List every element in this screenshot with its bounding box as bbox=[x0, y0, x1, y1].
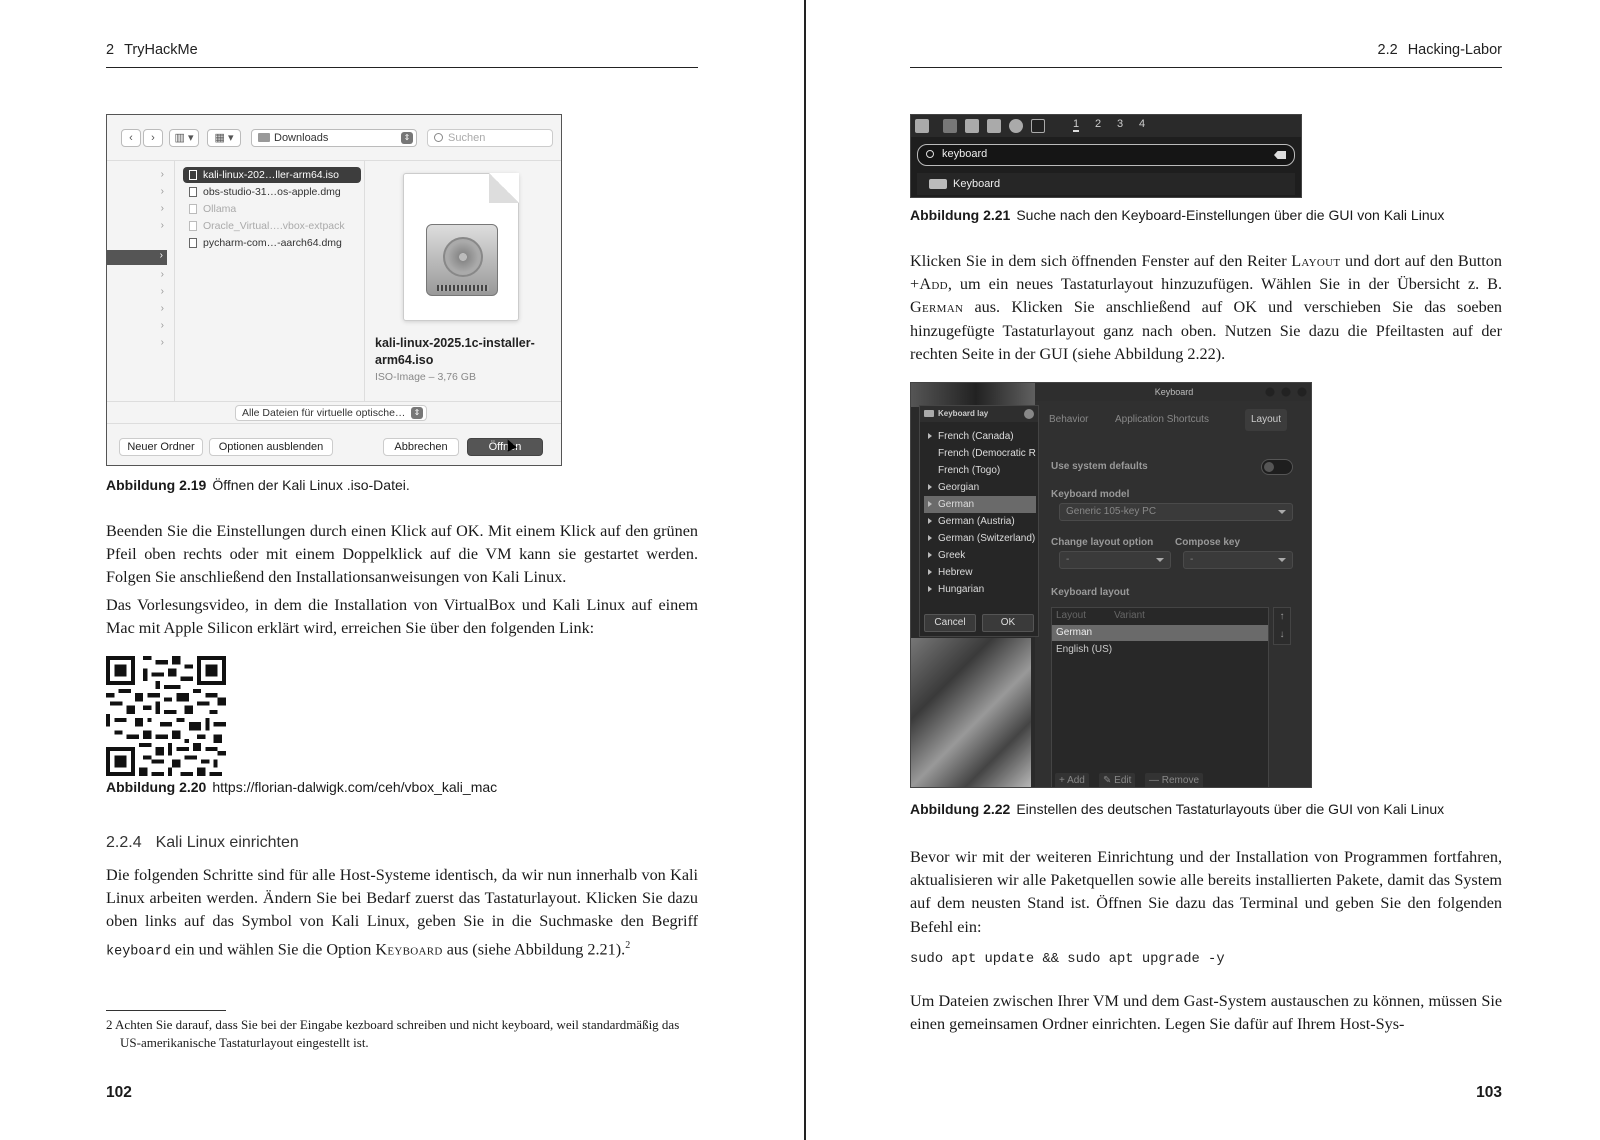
list-item[interactable] bbox=[924, 530, 1036, 547]
language-name: French (Democratic R bbox=[938, 448, 1036, 459]
footnote-rule bbox=[106, 1010, 226, 1011]
caption-label: Abbildung 2.22 bbox=[910, 801, 1011, 817]
inline-code: keyboard bbox=[106, 944, 171, 959]
back-button[interactable]: ‹ bbox=[121, 129, 141, 147]
expand-triangle-icon[interactable] bbox=[928, 433, 932, 439]
sidebar-chevron-icon[interactable]: › bbox=[160, 337, 164, 348]
file-name: kali-linux-202…ller-arm64.iso bbox=[203, 169, 339, 181]
file-icon bbox=[189, 187, 197, 197]
caption-text: Einstellen des deutschen Tastaturlayouts über die GUI von Kali Linux bbox=[1016, 801, 1445, 817]
file-row-pycharm[interactable] bbox=[183, 235, 361, 251]
search-icon bbox=[434, 133, 443, 142]
use-system-defaults-label: Use system defaults bbox=[1051, 461, 1148, 472]
text-run: , um ein neues Tastaturlayout hinzuzufügen. Wählen Sie in der Übersicht z. B. bbox=[947, 275, 1502, 294]
file-icon bbox=[189, 170, 197, 180]
keyboard-model-value: Generic 105-key PC bbox=[1066, 506, 1157, 517]
folder-icon bbox=[258, 133, 270, 142]
preview-meta: ISO-Image – 3,76 GB bbox=[375, 371, 476, 383]
close-icon[interactable] bbox=[1024, 409, 1034, 419]
expand-triangle-icon[interactable] bbox=[928, 501, 932, 507]
package-icon bbox=[189, 221, 197, 231]
expand-triangle-icon[interactable] bbox=[928, 569, 932, 575]
desktop-icon[interactable] bbox=[943, 119, 957, 133]
chapter-title: TryHackMe bbox=[124, 42, 198, 58]
location-popup[interactable] bbox=[251, 129, 417, 147]
book-spine bbox=[804, 0, 806, 1140]
open-button[interactable]: Öffnen bbox=[467, 438, 543, 456]
combo-value: - bbox=[1190, 554, 1194, 565]
editor-icon[interactable] bbox=[987, 119, 1001, 133]
video-link[interactable]: https://florian-dalwigk.com/ceh/vbox_kali_mac bbox=[212, 779, 498, 795]
tab-application-shortcuts[interactable]: Application Shortcuts bbox=[1115, 414, 1209, 425]
move-buttons bbox=[1273, 607, 1291, 645]
language-name: German (Switzerland) bbox=[938, 533, 1036, 544]
terminal-icon[interactable] bbox=[1031, 119, 1045, 133]
sidebar-chevron-icon[interactable]: › bbox=[160, 303, 164, 314]
sidebar-chevron-icon[interactable]: › bbox=[160, 286, 164, 297]
page-number: 103 bbox=[1476, 1084, 1502, 1101]
paragraph bbox=[910, 250, 1502, 366]
file-open-dialog bbox=[106, 114, 562, 466]
figure-caption-2-20 bbox=[106, 778, 698, 796]
sidebar-chevron-icon[interactable]: › bbox=[160, 320, 164, 331]
sidebar-chevron-icon[interactable]: › bbox=[160, 269, 164, 280]
chevron-down-icon bbox=[1278, 558, 1286, 562]
move-up-icon[interactable]: ↑ bbox=[1279, 611, 1285, 622]
caption-text: Suche nach den Keyboard-Einstellungen über die GUI von Kali Linux bbox=[1016, 207, 1445, 223]
list-item[interactable] bbox=[924, 581, 1036, 598]
file-row-ollama bbox=[183, 201, 361, 217]
table-row[interactable]: German bbox=[1052, 625, 1268, 641]
code-block: sudo apt update && sudo apt upgrade -y bbox=[910, 952, 1225, 967]
cancel-button[interactable]: Abbrechen bbox=[383, 438, 459, 456]
compose-key-label: Compose key bbox=[1175, 537, 1241, 548]
list-item[interactable] bbox=[924, 513, 1036, 530]
edit-layout-button[interactable]: ✎ Edit bbox=[1099, 773, 1135, 788]
button-name: +Add bbox=[910, 275, 948, 294]
file-list bbox=[175, 161, 365, 401]
sidebar bbox=[107, 161, 175, 401]
dialog-buttons bbox=[107, 423, 561, 466]
expand-triangle-icon[interactable] bbox=[928, 518, 932, 524]
expand-triangle-icon[interactable] bbox=[928, 535, 932, 541]
tab-layout[interactable]: Layout bbox=[1245, 409, 1287, 431]
tab-behavior[interactable]: Behavior bbox=[1049, 414, 1089, 425]
language-name: German bbox=[938, 499, 975, 510]
file-name: Oracle_Virtual….vbox-extpack bbox=[203, 220, 345, 232]
sidebar-item-selected[interactable]: › bbox=[107, 250, 167, 265]
file-row-kali-iso[interactable] bbox=[183, 167, 361, 183]
keyboard-icon bbox=[929, 179, 947, 189]
figure-caption-2-21 bbox=[910, 206, 1502, 224]
file-row-obs[interactable] bbox=[183, 184, 361, 200]
section-number: 2.2 bbox=[1377, 42, 1398, 58]
file-type-select[interactable] bbox=[235, 405, 427, 421]
sidebar-chevron-icon[interactable]: › bbox=[160, 203, 164, 214]
window-titlebar bbox=[1035, 383, 1312, 401]
expand-triangle-icon[interactable] bbox=[928, 552, 932, 558]
kali-search-screenshot bbox=[910, 114, 1302, 198]
sidebar-chevron-icon[interactable]: › bbox=[160, 220, 164, 231]
search-result-keyboard[interactable] bbox=[917, 173, 1295, 195]
layout-name: German bbox=[910, 298, 964, 317]
app-icon bbox=[189, 204, 197, 214]
stepper-icon: ⇕ bbox=[411, 407, 423, 419]
tab-name: Layout bbox=[1291, 252, 1341, 270]
cancel-button[interactable]: Cancel bbox=[924, 614, 976, 632]
file-type-value: Alle Dateien für virtuelle optische… bbox=[242, 407, 406, 419]
forward-button[interactable]: › bbox=[143, 129, 163, 147]
background-art bbox=[911, 383, 1041, 407]
hide-options-button[interactable]: Optionen ausblenden bbox=[209, 438, 333, 456]
keyboard-model-select[interactable] bbox=[1059, 503, 1293, 521]
dialog-title: Keyboard lay bbox=[938, 409, 989, 418]
new-folder-button[interactable]: Neuer Ordner bbox=[119, 438, 203, 456]
folder-icon[interactable] bbox=[965, 119, 979, 133]
file-name: obs-studio-31…os-apple.dmg bbox=[203, 186, 341, 198]
kali-keyboard-settings-screenshot bbox=[910, 382, 1312, 788]
file-type-filter-bar bbox=[107, 401, 561, 423]
paragraph: Bevor wir mit der weiteren Einrichtung und der Installation von Programmen fortfahren, aktualisieren wir alle Paketquellen sowie alle bereits installierten Pakete, damit das System auf dem neusten Stand ist. Öffnen Sie dazu das Terminal und geben Sie den folgenden Befehl ein: bbox=[910, 848, 1502, 936]
qr-code-icon bbox=[106, 656, 226, 776]
file-name: Ollama bbox=[203, 203, 237, 215]
running-head-left bbox=[106, 42, 698, 68]
workspace-2[interactable]: 2 bbox=[1095, 118, 1102, 130]
preview-filename: kali-linux-2025.1c-installer-arm64.iso bbox=[375, 336, 535, 367]
caption-label: Abbildung 2.21 bbox=[910, 207, 1011, 223]
paragraph: Das Vorlesungsvideo, in dem die Installation von VirtualBox und Kali Linux auf einem Mac mit Apple Silicon erklärt wird, erreichen Sie über den folgenden Link: bbox=[106, 596, 698, 638]
running-head-right bbox=[910, 42, 1502, 68]
column-header-layout: Layout bbox=[1056, 610, 1087, 621]
table-row[interactable]: English (US) bbox=[1056, 644, 1113, 655]
list-item[interactable] bbox=[924, 547, 1036, 564]
caption-label: Abbildung 2.20 bbox=[106, 779, 207, 795]
window-title: Keyboard bbox=[1154, 387, 1194, 397]
keyboard-settings-window bbox=[1035, 401, 1312, 788]
disk-image-icon bbox=[403, 173, 519, 321]
section-title: Kali Linux einrichten bbox=[155, 834, 299, 851]
layout-table bbox=[1051, 607, 1269, 788]
figure-caption-2-22 bbox=[910, 800, 1502, 818]
text-run: Klicken Sie in dem sich öffnenden Fenster auf den Reiter bbox=[910, 252, 1292, 270]
change-layout-select[interactable] bbox=[1059, 551, 1171, 569]
list-item[interactable] bbox=[924, 564, 1036, 581]
list-item[interactable] bbox=[924, 428, 1036, 445]
ok-button[interactable]: OK bbox=[982, 614, 1034, 632]
workspace-4[interactable]: 4 bbox=[1139, 118, 1146, 130]
add-layout-button[interactable]: + Add bbox=[1055, 773, 1089, 788]
page-number: 102 bbox=[106, 1084, 132, 1101]
chapter-number: 2 bbox=[106, 42, 115, 58]
compose-key-select[interactable] bbox=[1183, 551, 1293, 569]
language-name: Hebrew bbox=[938, 567, 973, 578]
kali-top-panel bbox=[911, 115, 1301, 137]
layout-chooser-dialog bbox=[919, 405, 1039, 637]
list-item[interactable] bbox=[924, 462, 1036, 479]
file-preview bbox=[365, 161, 561, 401]
browser-icon[interactable] bbox=[1009, 119, 1023, 133]
section-number: 2.2.4 bbox=[106, 834, 142, 851]
tab-bar bbox=[1043, 409, 1305, 433]
language-name: Hungarian bbox=[938, 584, 985, 595]
text-run: Die folgenden Schritte sind für alle Host-Systeme identisch, da wir nun innerhalb von Kali Linux arbeiten werden. Ändern Sie bei Bedarf zuerst das Tastaturlayout. Klicken Sie dazu oben links auf das Symbol von Kali Linux, geben Sie in die Suchmaske den Begriff bbox=[106, 866, 698, 931]
dialog-titlebar bbox=[920, 406, 1038, 422]
kali-menu-icon[interactable] bbox=[915, 119, 929, 133]
list-item[interactable] bbox=[924, 496, 1036, 513]
language-name: French (Canada) bbox=[938, 431, 1014, 442]
section-title: Hacking-Labor bbox=[1407, 42, 1502, 58]
move-down-icon[interactable]: ↓ bbox=[1279, 629, 1285, 640]
search-value: keyboard bbox=[942, 148, 988, 160]
caption-label: Abbildung 2.19 bbox=[106, 477, 207, 493]
language-name: Georgian bbox=[938, 482, 980, 493]
language-name: Greek bbox=[938, 550, 966, 561]
list-item[interactable] bbox=[924, 445, 1036, 462]
paragraph: Um Dateien zwischen Ihrer VM und dem Gast-System austauschen zu können, müssen Sie einen gemeinsamen Ordner einrichten. Legen Sie dafür auf Ihrem Host-Sys- bbox=[910, 992, 1502, 1034]
paragraph: Beenden Sie die Einstellungen durch einen Klick auf OK. Mit einem Klick auf den grünen Pfeil oben rechts oder mit einem Doppelklick auf die VM kann sie gestartet werden. Folgen Sie anschließend den Installationsanweisungen von Kali Linux. bbox=[106, 522, 698, 587]
file-icon bbox=[189, 238, 197, 248]
sidebar-chevron-icon[interactable]: › bbox=[160, 169, 164, 180]
location-label: Downloads bbox=[274, 132, 329, 144]
window-controls-icon[interactable] bbox=[1265, 387, 1307, 397]
text-run: und dort auf den Button bbox=[1340, 252, 1502, 270]
file-name: pycharm-com…-aarch64.dmg bbox=[203, 237, 342, 249]
paragraph bbox=[106, 864, 698, 963]
footnote-marker: 2 bbox=[625, 939, 631, 951]
right-page bbox=[910, 0, 1502, 1140]
chevron-down-icon bbox=[1278, 510, 1286, 514]
change-layout-label: Change layout option bbox=[1051, 537, 1154, 548]
group-grid-icon[interactable]: ▦ ▾ bbox=[207, 129, 241, 147]
stepper-icon: ⇕ bbox=[401, 132, 413, 144]
expand-triangle-icon[interactable] bbox=[928, 586, 932, 592]
file-row-oracle bbox=[183, 218, 361, 234]
background-art bbox=[911, 638, 1031, 788]
caption-text: Öffnen der Kali Linux .iso-Datei. bbox=[212, 477, 410, 493]
language-name: French (Togo) bbox=[938, 465, 1001, 476]
search-input[interactable] bbox=[427, 129, 553, 147]
figure-caption-2-19 bbox=[106, 476, 698, 494]
workspace-1[interactable]: 1 bbox=[1073, 118, 1080, 130]
text-run: aus (siehe Abbildung 2.21). bbox=[442, 940, 626, 958]
expand-triangle-icon[interactable] bbox=[928, 484, 932, 490]
text-run: aus. Klicken Sie anschließend auf OK und verschieben Sie das soeben hinzugefügte Tastaturlayout ganz nach oben. Nutzen Sie dazu die Pfeiltasten auf der rechten Seite in der GUI (siehe Abbildung 2.22). bbox=[910, 298, 1502, 363]
chevron-down-icon bbox=[1156, 558, 1164, 562]
search-placeholder: Suchen bbox=[448, 132, 486, 144]
clear-icon[interactable] bbox=[1274, 151, 1286, 159]
view-columns-icon[interactable]: ▥ ▾ bbox=[169, 129, 199, 147]
sidebar-chevron-icon[interactable]: › bbox=[160, 186, 164, 197]
section-heading bbox=[106, 834, 299, 852]
workspace-3[interactable]: 3 bbox=[1117, 118, 1124, 130]
footnote: 2 Achten Sie darauf, dass Sie bei der Eingabe kezboard schreiben und nicht keyboard, weil standardmäßig das US-amerikanische Tastaturlayout eingestellt ist. bbox=[106, 1017, 680, 1050]
dialog-toolbar bbox=[107, 115, 561, 161]
menu-option-name: Keyboard bbox=[375, 940, 443, 958]
remove-layout-button[interactable]: — Remove bbox=[1145, 773, 1203, 788]
kali-search-input[interactable] bbox=[917, 144, 1295, 166]
list-item[interactable] bbox=[924, 479, 1036, 496]
keyboard-layout-label: Keyboard layout bbox=[1051, 587, 1130, 598]
language-name: German (Austria) bbox=[938, 516, 1015, 527]
keyboard-model-label: Keyboard model bbox=[1051, 489, 1130, 500]
keyboard-icon bbox=[924, 410, 934, 417]
result-label: Keyboard bbox=[953, 178, 1001, 190]
left-page bbox=[106, 0, 698, 1140]
text-run: ein und wählen Sie die Option bbox=[170, 940, 376, 958]
combo-value: - bbox=[1066, 554, 1070, 565]
use-system-defaults-toggle[interactable] bbox=[1261, 459, 1293, 475]
search-icon bbox=[926, 150, 934, 158]
column-header-variant: Variant bbox=[1114, 610, 1145, 621]
